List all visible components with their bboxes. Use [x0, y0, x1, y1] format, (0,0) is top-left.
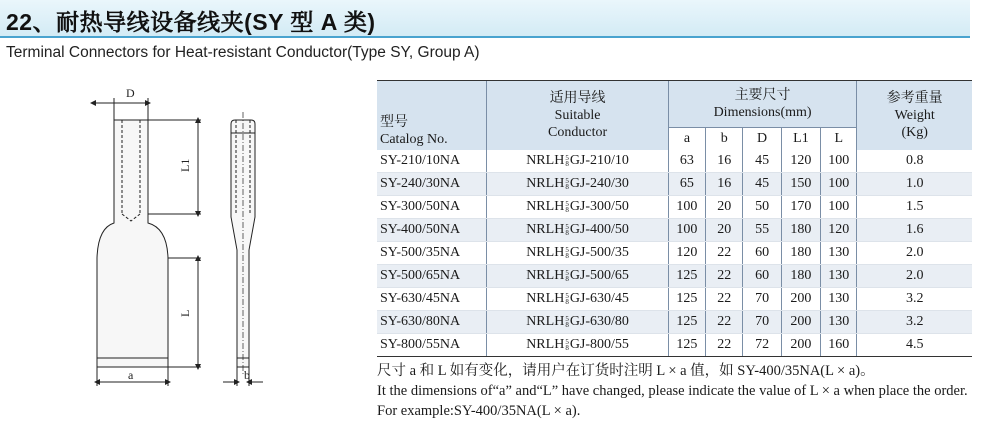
cell-dim-l1: 180	[781, 265, 820, 288]
connector-drawing	[78, 80, 298, 390]
table-row	[377, 311, 972, 334]
page-title: 22、耐热导线设备线夹(SY 型 A 类)	[6, 9, 376, 35]
cell-dim-d: 70	[743, 311, 781, 334]
table-row	[377, 173, 972, 196]
cell-catalog: SY-500/35NA	[377, 242, 487, 265]
cell-conductor	[487, 150, 668, 173]
superscript-bottom: 8	[565, 343, 569, 352]
superscript-top: 5	[565, 176, 569, 185]
superscript-bottom: 8	[565, 274, 569, 283]
conductor-prefix: NRLH	[526, 199, 565, 214]
conductor-superscript	[565, 155, 569, 167]
cell-dim-a: 100	[668, 196, 705, 219]
conductor-value: GJ-300/50	[569, 199, 629, 214]
cell-dim-d: 45	[743, 150, 781, 173]
cell-dim-b: 20	[706, 219, 743, 242]
superscript-bottom: 8	[565, 320, 569, 329]
conductor-value: GJ-800/55	[569, 337, 629, 352]
note-en: It the dimensions of“a” and“L” have changed, please indicate the value of L × a when place the order. For example:SY-400/35NA(L × a).	[377, 383, 968, 419]
cell-dim-a: 125	[668, 311, 705, 334]
conductor-superscript	[565, 293, 569, 305]
cell-dim-a: 100	[668, 219, 705, 242]
cell-dim-l1: 200	[781, 334, 820, 357]
cell-dim-a: 125	[668, 334, 705, 357]
header-dim-a: a	[668, 128, 705, 151]
superscript-top: 5	[565, 268, 569, 277]
cell-dim-b: 20	[706, 196, 743, 219]
header-dim-b: b	[706, 128, 743, 151]
page-subtitle: Terminal Connectors for Heat-resistant Conductor(Type SY, Group A)	[6, 44, 480, 61]
cell-catalog: SY-630/80NA	[377, 311, 487, 334]
header-weight	[857, 81, 972, 151]
spec-table-body	[377, 150, 972, 357]
cell-dim-a: 125	[668, 265, 705, 288]
cell-dim-b: 22	[706, 311, 743, 334]
conductor-prefix: NRLH	[526, 222, 565, 237]
conductor-superscript	[565, 316, 569, 328]
cell-dim-b: 16	[706, 150, 743, 173]
conductor-prefix: NRLH	[526, 268, 565, 283]
dim-label-d: D	[126, 86, 135, 100]
superscript-bottom: 8	[565, 251, 569, 260]
conductor-value: GJ-240/30	[569, 176, 629, 191]
superscript-top: 5	[565, 153, 569, 162]
cell-catalog: SY-240/30NA	[377, 173, 487, 196]
cell-weight: 3.2	[857, 311, 972, 334]
table-row	[377, 150, 972, 173]
header-dims-en: Dimensions(mm)	[713, 105, 812, 120]
note-cn: 尺寸 a 和 L 如有变化，请用户在订货时注明 L × a 值，如 SY-400/35NA(L × a)。	[377, 363, 875, 379]
table-row	[377, 196, 972, 219]
cell-dim-b: 22	[706, 334, 743, 357]
cell-dim-l1: 120	[781, 150, 820, 173]
dim-label-l1: L1	[178, 158, 192, 172]
conductor-superscript	[565, 178, 569, 190]
cell-dim-d: 72	[743, 334, 781, 357]
cell-catalog: SY-800/55NA	[377, 334, 487, 357]
header-conductor	[487, 81, 668, 151]
conductor-prefix: NRLH	[526, 153, 565, 168]
cell-conductor	[487, 334, 668, 357]
header-dim-l1: L1	[781, 128, 820, 151]
cell-weight: 3.2	[857, 288, 972, 311]
header-dims-cn: 主要尺寸	[734, 88, 791, 103]
cell-weight: 0.8	[857, 150, 972, 173]
cell-catalog: SY-630/45NA	[377, 288, 487, 311]
cell-dim-l: 120	[821, 219, 857, 242]
cell-weight: 1.0	[857, 173, 972, 196]
dim-label-l: L	[178, 309, 192, 317]
cell-catalog: SY-210/10NA	[377, 150, 487, 173]
conductor-prefix: NRLH	[526, 337, 565, 352]
cell-dim-d: 45	[743, 173, 781, 196]
table-row	[377, 288, 972, 311]
conductor-value: GJ-630/45	[569, 291, 629, 306]
superscript-top: 5	[565, 337, 569, 346]
cell-dim-l: 100	[821, 150, 857, 173]
cell-dim-l1: 200	[781, 288, 820, 311]
conductor-value: GJ-500/65	[569, 268, 629, 283]
dim-label-a: a	[128, 368, 134, 382]
cell-dim-a: 120	[668, 242, 705, 265]
cell-dim-b: 16	[706, 173, 743, 196]
cell-dim-d: 50	[743, 196, 781, 219]
cell-catalog: SY-400/50NA	[377, 219, 487, 242]
conductor-prefix: NRLH	[526, 245, 565, 260]
notes	[377, 361, 977, 421]
cell-dim-l: 100	[821, 196, 857, 219]
cell-dim-l: 100	[821, 173, 857, 196]
conductor-value: GJ-210/10	[569, 153, 629, 168]
cell-dim-d: 55	[743, 219, 781, 242]
conductor-value: GJ-400/50	[569, 222, 629, 237]
cell-weight: 2.0	[857, 242, 972, 265]
superscript-top: 5	[565, 291, 569, 300]
header-conductor-cn: 适用导线	[549, 91, 606, 106]
conductor-prefix: NRLH	[526, 314, 565, 329]
table-row	[377, 242, 972, 265]
superscript-bottom: 8	[565, 159, 569, 168]
superscript-bottom: 8	[565, 297, 569, 306]
cell-dim-d: 60	[743, 265, 781, 288]
cell-catalog: SY-500/65NA	[377, 265, 487, 288]
cell-dim-d: 70	[743, 288, 781, 311]
cell-weight: 1.6	[857, 219, 972, 242]
cell-weight: 4.5	[857, 334, 972, 357]
cell-conductor	[487, 288, 668, 311]
cell-conductor	[487, 311, 668, 334]
header-weight-unit: (Kg)	[901, 125, 928, 140]
cell-dim-l: 130	[821, 242, 857, 265]
header-dim-d: D	[743, 128, 781, 151]
cell-dim-l1: 180	[781, 219, 820, 242]
cell-dim-b: 22	[706, 288, 743, 311]
cell-dim-a: 125	[668, 288, 705, 311]
cell-dim-d: 60	[743, 242, 781, 265]
superscript-top: 5	[565, 245, 569, 254]
cell-conductor	[487, 242, 668, 265]
table-row	[377, 334, 972, 357]
cell-dim-l: 130	[821, 311, 857, 334]
cell-catalog: SY-300/50NA	[377, 196, 487, 219]
cell-conductor	[487, 196, 668, 219]
header-dim-l: L	[821, 128, 857, 151]
conductor-value: GJ-630/80	[569, 314, 629, 329]
superscript-top: 5	[565, 199, 569, 208]
conductor-superscript	[565, 201, 569, 213]
header-dimensions	[668, 81, 857, 128]
superscript-bottom: 8	[565, 205, 569, 214]
header-weight-cn: 参考重量	[886, 91, 943, 106]
cell-dim-b: 22	[706, 242, 743, 265]
cell-conductor	[487, 265, 668, 288]
header-catalog-cn: 型号	[380, 115, 408, 130]
conductor-superscript	[565, 270, 569, 282]
conductor-prefix: NRLH	[526, 291, 565, 306]
conductor-value: GJ-500/35	[569, 245, 629, 260]
cell-dim-a: 63	[668, 150, 705, 173]
title-bar	[0, 0, 970, 38]
cell-weight: 1.5	[857, 196, 972, 219]
superscript-bottom: 8	[565, 182, 569, 191]
conductor-superscript	[565, 339, 569, 351]
spec-table	[377, 80, 972, 357]
header-catalog	[377, 81, 487, 151]
cell-dim-l1: 170	[781, 196, 820, 219]
cell-dim-l1: 180	[781, 242, 820, 265]
cell-dim-l1: 200	[781, 311, 820, 334]
conductor-superscript	[565, 247, 569, 259]
superscript-top: 5	[565, 222, 569, 231]
superscript-bottom: 8	[565, 228, 569, 237]
cell-weight: 2.0	[857, 265, 972, 288]
table-row	[377, 265, 972, 288]
cell-dim-l1: 150	[781, 173, 820, 196]
superscript-top: 5	[565, 314, 569, 323]
cell-dim-l: 160	[821, 334, 857, 357]
cell-dim-b: 22	[706, 265, 743, 288]
header-conductor-en1: Suitable	[554, 108, 601, 123]
cell-dim-a: 65	[668, 173, 705, 196]
header-weight-en: Weight	[894, 108, 935, 123]
header-catalog-en: Catalog No.	[380, 132, 448, 147]
cell-dim-l: 130	[821, 265, 857, 288]
conductor-prefix: NRLH	[526, 176, 565, 191]
conductor-superscript	[565, 224, 569, 236]
table-row	[377, 219, 972, 242]
cell-dim-l: 130	[821, 288, 857, 311]
cell-conductor	[487, 173, 668, 196]
cell-conductor	[487, 219, 668, 242]
dim-label-b: b	[244, 368, 250, 382]
header-conductor-en2: Conductor	[548, 125, 608, 140]
